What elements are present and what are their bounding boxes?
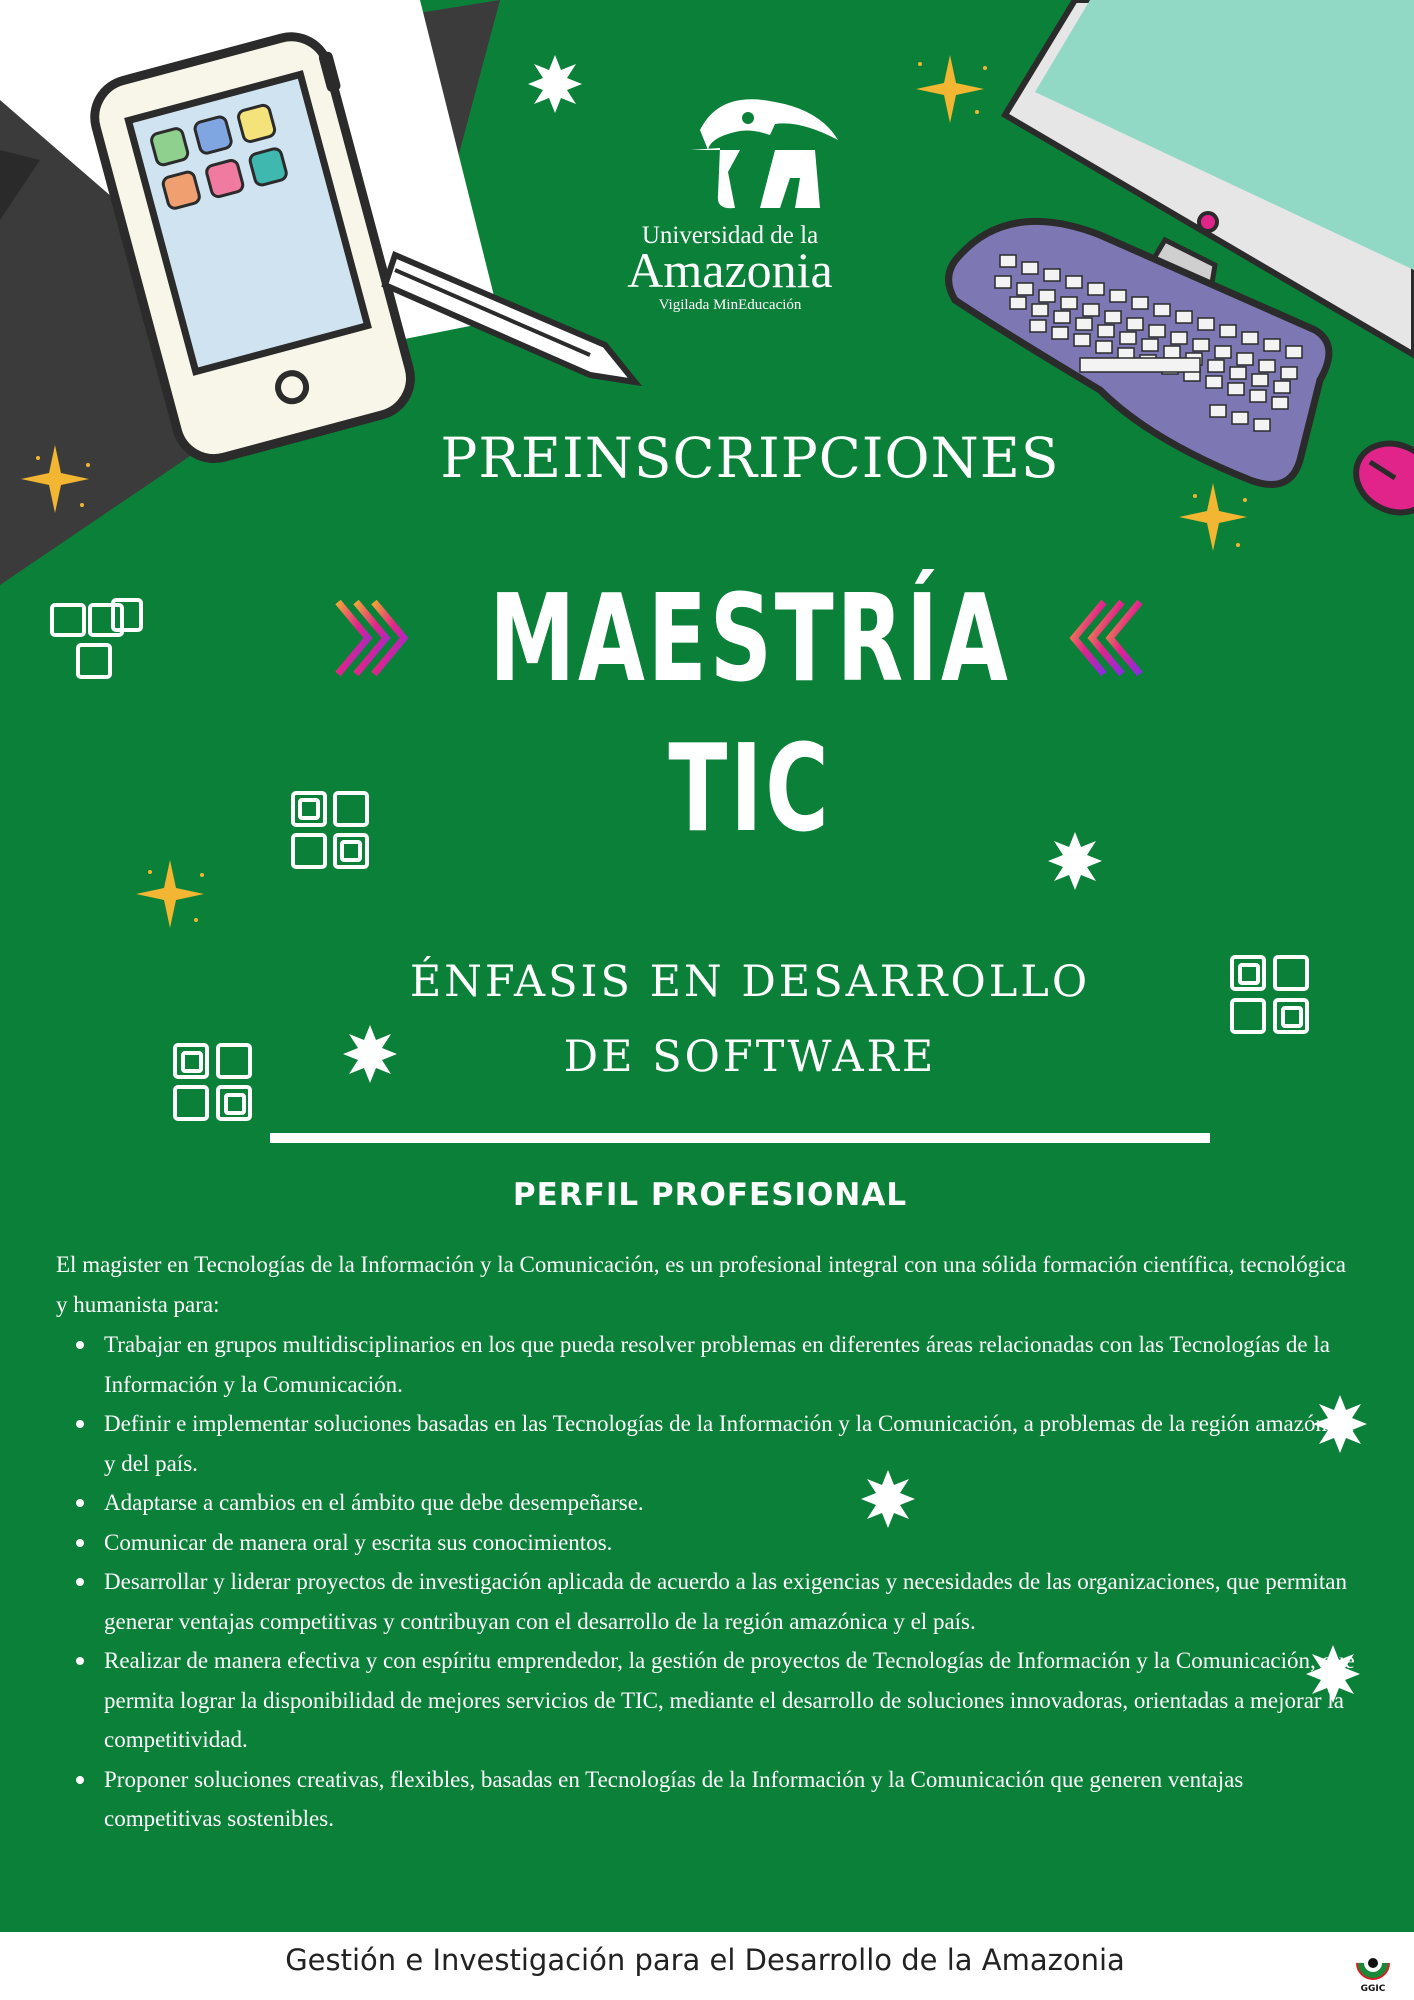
ggic-logo-label: GGIC [1360,1984,1386,1994]
university-name-line1: Universidad de la [641,222,819,249]
profile-intro: El magister en Tecnologías de la Información y la Comunicación, es un profesional integral con una sólida formación científica, tecnológica y humanista para: [56,1252,1346,1317]
divider-rule [270,1133,1210,1143]
grid-squares-icon [293,793,367,867]
list-item: Comunicar de manera oral y escrita sus conocimientos. [56,1523,1356,1563]
mouse-icon [1345,431,1414,525]
emphasis-line2: DE SOFTWARE [563,1032,937,1082]
list-item: Realizar de manera efectiva y con espíritu emprendedor, la gestión de proyectos de Tecnologías de Información y la Comunicación, que permita lograr la disponibilidad de mejores servicios de TIC, mediante el desarrollo de soluciones innovadoras, orientadas a mejorar la competitividad. [56,1641,1356,1760]
sparkle-icon [916,55,987,123]
sparkle-icon [136,860,204,928]
profile-list [56,1325,1356,1839]
emphasis-line1: ÉNFASIS EN DESARROLLO [409,957,1091,1007]
list-item: Proponer soluciones creativas, flexibles, basadas en Tecnologías de la Información y la Comunicación que generen ventajas competitivas sostenibles. [56,1760,1356,1839]
footer-text: Gestión e Investigación para el Desarrollo de la Amazonia [285,1943,1125,1977]
sparkle-icon [1179,483,1247,551]
program-title-line1: MAESTRÍA [489,570,1011,709]
star-burst-icon [528,55,582,113]
grid-squares-icon [175,1045,250,1119]
list-item: Desarrollar y liderar proyectos de investigación aplicada de acuerdo a las exigencias y necesidades de las organizaciones, que permitan generar ventajas competitivas y contribuyan con el desarrollo de la región amazónica y el país. [56,1562,1356,1641]
preinscripciones-heading: PREINSCRIPCIONES [440,426,1060,490]
university-name-line2: Amazonia [627,242,833,298]
list-item: Adaptarse a cambios en el ámbito que debe desempeñarse. [56,1483,1356,1523]
chevron-arrows-icon [338,602,404,674]
toucan-logo-icon [680,90,840,215]
profile-heading: PERFIL PROFESIONAL [512,1177,908,1213]
program-title-line2: TIC [668,720,832,859]
list-item: Definir e implementar soluciones basadas en las Tecnologías de la Información y la Comunicación, a problemas de la región amazónica y del país. [56,1404,1356,1483]
grid-squares-icon [52,600,141,677]
university-vigilada: Vigilada MinEducación [658,297,802,313]
list-item: Trabajar en grupos multidisciplinarios en los que pueda resolver problemas en diferentes áreas relacionadas con las Tecnologías de la Información y la Comunicación. [56,1325,1356,1404]
chevron-arrows-icon [1074,602,1140,674]
grid-squares-icon [1232,957,1307,1032]
